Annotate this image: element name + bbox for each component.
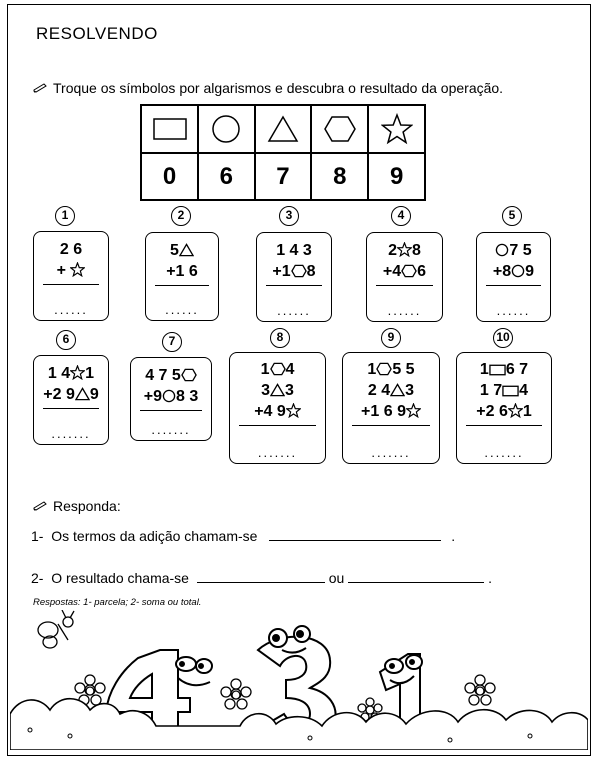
answer-dots[interactable]: ......	[496, 303, 531, 318]
addend-row	[146, 241, 218, 261]
digits: +4	[382, 263, 402, 280]
digits: +9	[143, 388, 162, 405]
symbol	[181, 367, 197, 384]
pencil-icon	[33, 83, 47, 93]
sum-line	[376, 285, 433, 286]
digits: 3	[285, 382, 294, 399]
digits: +8	[492, 263, 512, 280]
question-1-answer-blank[interactable]	[269, 540, 441, 541]
question-2-answer-blank-2[interactable]	[348, 582, 484, 583]
symbol	[270, 361, 286, 378]
circle-icon	[162, 389, 176, 403]
key-digit: 8	[311, 153, 368, 200]
symbol	[489, 361, 506, 378]
key-cell-hexagon	[311, 105, 368, 153]
addend-row: 2 6	[59, 241, 83, 258]
addend-row	[34, 364, 108, 384]
key-cell-circle	[198, 105, 255, 153]
sum-line	[43, 408, 99, 409]
instruction	[33, 80, 503, 96]
key-cell-star	[368, 105, 425, 153]
answer-dots[interactable]: ......	[277, 303, 311, 318]
key-digit: 6	[198, 153, 255, 200]
exercise-box	[456, 352, 552, 464]
bushes	[10, 699, 588, 750]
pencil-icon	[33, 501, 47, 511]
hexagon-icon	[323, 115, 357, 143]
exercise-box	[366, 232, 443, 322]
addend-row	[367, 262, 442, 282]
symbol	[179, 242, 194, 259]
symbol	[75, 386, 90, 403]
exercise-number: 4	[391, 206, 411, 226]
hexagon-icon	[181, 368, 197, 382]
square-icon	[502, 385, 519, 397]
sum-line	[239, 425, 316, 426]
flower-icon	[221, 679, 251, 709]
digits: 1 7	[479, 382, 503, 399]
addend-row	[457, 381, 551, 401]
key-cell-triangle	[255, 105, 312, 153]
exercise-box	[229, 352, 326, 464]
digits: 9	[89, 386, 99, 403]
digits: +2 9	[43, 386, 75, 403]
digits: 1	[85, 365, 95, 382]
triangle-icon	[390, 383, 405, 397]
symbol	[286, 403, 301, 420]
addend-row	[131, 387, 211, 407]
sum-line	[352, 425, 430, 426]
digits: 6 7	[505, 361, 529, 378]
digits: 2 4	[367, 382, 391, 399]
circle-icon	[211, 114, 241, 144]
symbol	[495, 242, 509, 259]
question-2-answer-blank-1[interactable]	[197, 582, 325, 583]
symbol	[376, 361, 392, 378]
exercise-box	[33, 355, 109, 445]
digits: 9	[525, 263, 535, 280]
answer-key: Respostas: 1- parcela; 2- soma ou total.	[33, 597, 202, 608]
digits: 8	[412, 242, 421, 259]
question-2	[31, 570, 492, 586]
exercise-box	[33, 231, 109, 321]
sum-line	[466, 425, 542, 426]
star-icon	[381, 113, 413, 145]
symbol	[70, 365, 85, 382]
exercise-number: 5	[502, 206, 522, 226]
answer-dots[interactable]: .......	[257, 445, 298, 460]
addend-row	[230, 381, 325, 401]
digits: +4 9	[254, 403, 286, 420]
exercise-number: 3	[279, 206, 299, 226]
question-1	[31, 528, 455, 544]
digits: 4 7 5	[145, 367, 181, 384]
question-1-period: .	[451, 528, 456, 544]
key-cell-square	[141, 105, 198, 153]
addend-row	[257, 262, 331, 282]
symbol	[511, 263, 525, 280]
digits: +1 6 9	[361, 403, 406, 420]
sum-line	[140, 410, 202, 411]
digits: 2	[388, 242, 397, 259]
triangle-icon	[270, 383, 285, 397]
digits: 3	[405, 382, 415, 399]
triangle-icon	[179, 243, 194, 257]
question-2-period: .	[488, 570, 492, 586]
triangle-icon	[267, 115, 299, 143]
exercise-box	[130, 357, 212, 441]
exercise-number: 9	[381, 328, 401, 348]
hexagon-icon	[401, 264, 417, 278]
symbol-key-table	[140, 104, 426, 201]
addend-row	[477, 262, 550, 282]
addend-row	[477, 241, 550, 261]
butterfly-icon	[38, 610, 74, 648]
answer-dots[interactable]: .......	[51, 426, 91, 441]
addend-row	[34, 385, 108, 405]
answer-dots[interactable]: .......	[484, 445, 524, 460]
sum-line	[43, 284, 99, 285]
digits: +	[56, 262, 71, 279]
answer-dots[interactable]: ......	[165, 302, 199, 317]
addend-row	[343, 360, 439, 380]
hexagon-icon	[291, 264, 307, 278]
key-digit: 7	[255, 153, 312, 200]
number-characters-illustration	[10, 610, 588, 750]
star-icon	[406, 403, 421, 418]
addend-row: 1 4 3	[276, 242, 312, 259]
page-title: RESOLVENDO	[36, 24, 158, 43]
addend-row	[131, 366, 211, 386]
answer-dots[interactable]: ......	[387, 303, 422, 318]
respond-heading-text: Responda:	[53, 498, 121, 514]
respond-heading	[33, 498, 121, 514]
flower-icon	[465, 675, 495, 705]
addend-row	[343, 381, 439, 401]
addend-row	[457, 360, 551, 380]
key-digit: 0	[141, 153, 198, 200]
star-icon	[397, 242, 412, 257]
exercise-box	[476, 232, 551, 322]
digits: 4	[519, 382, 529, 399]
question-2-number: 2-	[31, 570, 44, 586]
digits: 5 5	[392, 361, 415, 378]
addend-row	[34, 261, 108, 281]
answer-dots[interactable]: ......	[54, 302, 88, 317]
exercise-number: 10	[493, 328, 513, 348]
digits: 4	[285, 361, 295, 378]
digits: 8	[306, 263, 316, 280]
symbol	[508, 403, 523, 420]
digits: 1	[522, 403, 532, 420]
exercise-number: 8	[270, 328, 290, 348]
digits: 1	[260, 361, 270, 378]
symbol	[162, 388, 176, 405]
addend-row	[230, 360, 325, 380]
symbol	[406, 403, 421, 420]
symbol	[397, 242, 412, 259]
square-icon	[152, 117, 188, 141]
sum-line	[266, 285, 322, 286]
exercise-box	[342, 352, 440, 464]
symbol	[401, 263, 417, 280]
symbol	[291, 263, 307, 280]
question-2-text: O resultado chama-se	[51, 570, 189, 586]
exercise-number: 7	[162, 332, 182, 352]
symbol	[390, 382, 405, 399]
star-icon	[70, 262, 85, 277]
instruction-text: Troque os símbolos por algarismos e descubra o resultado da operação.	[53, 80, 504, 96]
digits: 8 3	[176, 388, 199, 405]
square-icon	[489, 364, 506, 376]
key-digit: 9	[368, 153, 425, 200]
exercise-number: 2	[171, 206, 191, 226]
digits: 1 4	[47, 365, 71, 382]
symbol	[502, 382, 519, 399]
exercise-box	[256, 232, 332, 322]
digits: 1	[367, 361, 377, 378]
question-1-number: 1-	[31, 528, 44, 544]
circle-icon	[495, 243, 509, 257]
digits: 6	[417, 263, 427, 280]
star-icon	[70, 365, 85, 380]
addend-row: +1 6	[166, 263, 198, 280]
star-icon	[508, 403, 523, 418]
symbol	[270, 382, 285, 399]
hexagon-icon	[376, 362, 392, 376]
exercise-number: 6	[56, 330, 76, 350]
exercise-box	[145, 232, 219, 321]
digits: 7 5	[509, 242, 532, 259]
digits: +2 6	[476, 403, 508, 420]
triangle-icon	[75, 387, 90, 401]
hexagon-icon	[270, 362, 286, 376]
digits: +1	[272, 263, 291, 280]
sum-line	[155, 285, 209, 286]
symbol	[70, 262, 85, 279]
answer-dots[interactable]: .......	[371, 445, 411, 460]
digits: 1	[479, 361, 489, 378]
answer-dots[interactable]: .......	[151, 422, 191, 437]
addend-row	[457, 402, 551, 422]
sum-line	[486, 285, 541, 286]
circle-icon	[511, 264, 525, 278]
addend-row	[367, 241, 442, 261]
addend-row	[343, 402, 439, 422]
digits: 3	[261, 382, 270, 399]
star-icon	[286, 403, 301, 418]
digits: 5	[170, 242, 179, 259]
question-2-or: ou	[328, 570, 345, 586]
addend-row	[230, 402, 325, 422]
question-1-text: Os termos da adição chamam-se	[51, 528, 258, 544]
exercise-number: 1	[55, 206, 75, 226]
